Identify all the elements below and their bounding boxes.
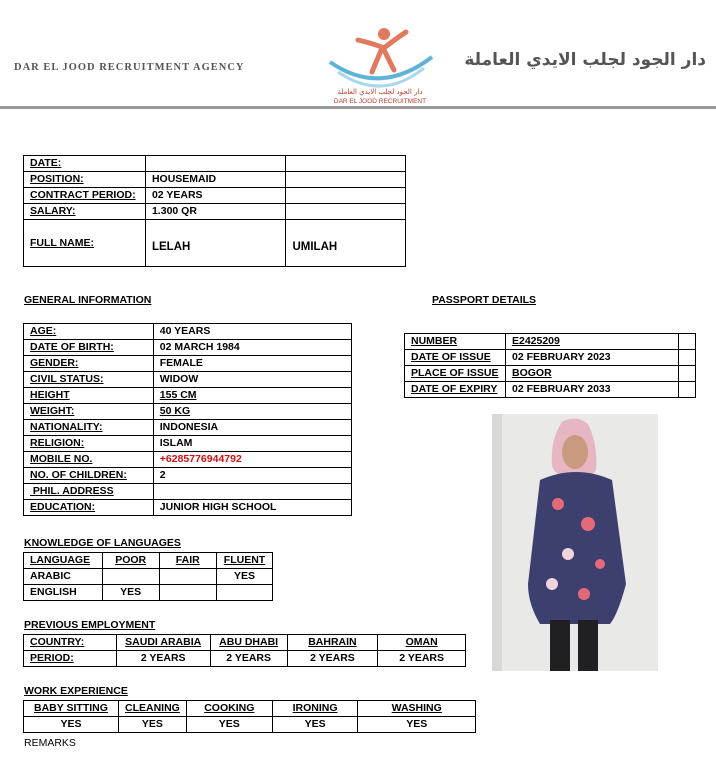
logo-figure-icon — [320, 22, 440, 88]
table-row — [24, 356, 352, 372]
table-cell — [102, 569, 159, 585]
table-row — [24, 717, 476, 733]
table-row — [405, 382, 696, 398]
nationality-value: INDONESIA — [153, 420, 351, 436]
table-cell: YES — [217, 569, 273, 585]
table-row — [24, 188, 406, 204]
height-label: HEIGHT — [24, 388, 154, 404]
table-cell: YES — [118, 717, 186, 733]
language-name: ENGLISH — [24, 585, 103, 601]
agency-name-ar: دار الجود لجلب الايدي العاملة — [464, 50, 706, 70]
table-row — [24, 484, 352, 500]
table-row — [24, 468, 352, 484]
salary-value: 1.300 QR — [145, 204, 286, 220]
table-cell: YES — [102, 585, 159, 601]
weight-value: 50 KG — [153, 404, 351, 420]
position-value: HOUSEMAID — [145, 172, 286, 188]
date-value — [145, 156, 286, 172]
religion-value: ISLAM — [153, 436, 351, 452]
issue-place-value: BOGOR — [505, 366, 678, 382]
civil-status-value: WIDOW — [153, 372, 351, 388]
table-row — [24, 404, 352, 420]
country-cell: OMAN — [378, 635, 466, 651]
education-label: EDUCATION: — [24, 500, 154, 516]
nationality-label: NATIONALITY: — [24, 420, 154, 436]
employment-table — [23, 634, 466, 667]
work-experience-title: WORK EXPERIENCE — [24, 685, 128, 697]
table-cell — [159, 585, 216, 601]
period-cell: 2 YEARS — [378, 651, 466, 667]
issue-date-label: DATE OF ISSUE — [405, 350, 506, 366]
last-name: UMILAH — [286, 220, 406, 267]
period-cell: 2 YEARS — [116, 651, 210, 667]
age-label: AGE: — [24, 324, 154, 340]
contract-value: 02 YEARS — [145, 188, 286, 204]
table-cell: YES — [24, 717, 119, 733]
country-cell: SAUDI ARABIA — [116, 635, 210, 651]
first-name: LELAH — [145, 220, 286, 267]
languages-title: KNOWLEDGE OF LANGUAGES — [24, 537, 181, 549]
logo-text-en: DAR EL JOOD RECRUITMENT — [333, 98, 427, 105]
applicant-photo — [492, 414, 658, 671]
table-row — [24, 172, 406, 188]
country-cell: ABU DHABI — [210, 635, 287, 651]
issue-place-label: PLACE OF ISSUE — [405, 366, 506, 382]
address-value — [153, 484, 351, 500]
position-label: POSITION: — [24, 172, 146, 188]
languages-table — [23, 552, 273, 601]
height-value: 155 CM — [153, 388, 351, 404]
table-row — [24, 436, 352, 452]
period-label: PERIOD: — [24, 651, 117, 667]
column-header: WASHING — [358, 701, 476, 717]
table-row — [24, 569, 273, 585]
general-info-table — [23, 323, 352, 516]
table-row — [24, 204, 406, 220]
column-header: CLEANING — [118, 701, 186, 717]
column-header: IRONING — [272, 701, 358, 717]
children-value: 2 — [153, 468, 351, 484]
table-row — [24, 220, 406, 267]
table-row — [24, 635, 466, 651]
table-row — [405, 366, 696, 382]
table-row — [24, 372, 352, 388]
agency-name-en: DAR EL JOOD RECRUITMENT AGENCY — [14, 62, 245, 73]
table-row — [24, 156, 406, 172]
column-header: FLUENT — [217, 553, 273, 569]
mobile-value: +6285776944792 — [153, 452, 351, 468]
column-header: COOKING — [186, 701, 272, 717]
period-cell: 2 YEARS — [210, 651, 287, 667]
age-value: 40 YEARS — [153, 324, 351, 340]
weight-label: WEIGHT: — [24, 404, 154, 420]
table-row — [24, 340, 352, 356]
table-row — [24, 585, 273, 601]
column-header: FAIR — [159, 553, 216, 569]
gender-value: FEMALE — [153, 356, 351, 372]
period-cell: 2 YEARS — [287, 651, 378, 667]
passport-title: PASSPORT DETAILS — [432, 294, 537, 306]
letterhead — [0, 0, 716, 108]
country-cell: BAHRAIN — [287, 635, 378, 651]
date-label: DATE: — [24, 156, 146, 172]
contract-label: CONTRACT PERIOD: — [24, 188, 146, 204]
country-label: COUNTRY: — [24, 635, 117, 651]
expiry-date-label: DATE OF EXPIRY — [405, 382, 506, 398]
table-row — [24, 651, 466, 667]
civil-status-label: CIVIL STATUS: — [24, 372, 154, 388]
employment-title: PREVIOUS EMPLOYMENT — [24, 619, 156, 631]
table-row — [24, 388, 352, 404]
table-row — [24, 420, 352, 436]
table-row — [24, 452, 352, 468]
table-row — [24, 500, 352, 516]
passport-number-label: NUMBER — [405, 334, 506, 350]
salary-label: SALARY: — [24, 204, 146, 220]
mobile-label: MOBILE NO. — [24, 452, 154, 468]
column-header: POOR — [102, 553, 159, 569]
dob-value: 02 MARCH 1984 — [153, 340, 351, 356]
column-header: BABY SITTING — [24, 701, 119, 717]
table-cell: YES — [272, 717, 358, 733]
table-row — [24, 324, 352, 340]
dob-label: DATE OF BIRTH: — [24, 340, 154, 356]
work-experience-table — [23, 700, 476, 733]
general-info-title: GENERAL INFORMATION — [24, 294, 152, 306]
issue-date-value: 02 FEBRUARY 2023 — [505, 350, 678, 366]
expiry-date-value: 02 FEBRUARY 2033 — [505, 382, 678, 398]
remarks-label: REMARKS — [24, 737, 76, 749]
table-row — [405, 350, 696, 366]
table-cell — [159, 569, 216, 585]
table-cell — [217, 585, 273, 601]
column-header: LANGUAGE — [24, 553, 103, 569]
table-cell: YES — [358, 717, 476, 733]
header-divider — [0, 106, 716, 109]
education-value: JUNIOR HIGH SCHOOL — [153, 500, 351, 516]
table-header-row — [24, 553, 273, 569]
table-header-row — [24, 701, 476, 717]
religion-label: RELIGION: — [24, 436, 154, 452]
passport-number-value: E2425209 — [505, 334, 678, 350]
language-name: ARABIC — [24, 569, 103, 585]
table-row — [405, 334, 696, 350]
address-label: PHIL. ADDRESS — [24, 484, 154, 500]
gender-label: GENDER: — [24, 356, 154, 372]
children-label: NO. OF CHILDREN: — [24, 468, 154, 484]
agency-logo — [320, 22, 440, 106]
fullname-label: FULL NAME: — [24, 220, 146, 267]
passport-table — [404, 333, 696, 398]
logo-text-ar: دار الجود لجلب الايدي العاملة — [337, 88, 423, 96]
job-info-table — [23, 155, 406, 267]
table-cell: YES — [186, 717, 272, 733]
